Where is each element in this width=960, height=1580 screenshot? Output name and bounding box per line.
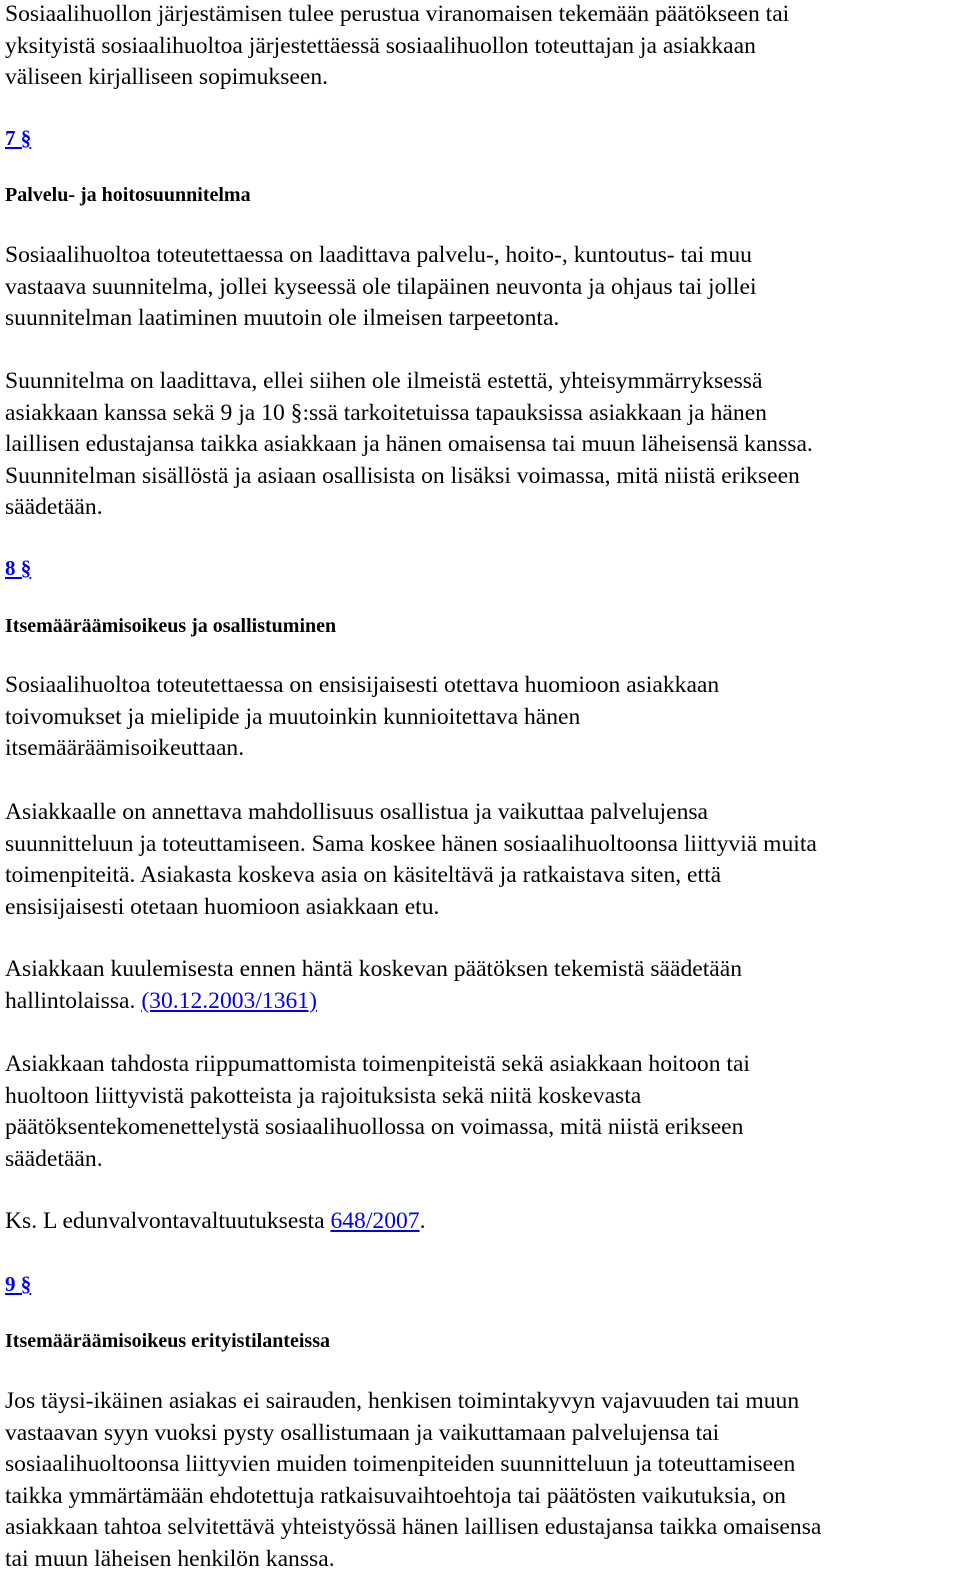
section-8-paragraph-1 <box>5 670 719 765</box>
text-line: taikka ymmärtämään ehdotettuja ratkaisuvaihtoehtoja tai päätösten vaikutuksia, on <box>5 1482 786 1509</box>
text-line: väliseen kirjalliseen sopimukseen. <box>5 64 329 90</box>
section-9-link[interactable]: 9 § <box>5 1272 32 1296</box>
text-line: Suunnitelma on laadittava, ellei siihen ole ilmeistä estettä, yhteisymmärryksessä <box>5 368 763 394</box>
text-line: Sosiaalihuollon järjestämisen tulee perustua viranomaisen tekemään päätökseen tai <box>5 1 790 27</box>
section-8-title: Itsemääräämisoikeus ja osallistuminen <box>5 615 337 637</box>
text-line: Asiakkaalle on annettava mahdollisuus osallistua ja vaikuttaa palvelujensa <box>5 799 709 825</box>
section-9-paragraph-1 <box>5 1386 821 1575</box>
text-line: tai muun läheisen henkilön kanssa. <box>5 1545 335 1572</box>
text-line: laillisen edustajansa taikka asiakkaan ja hänen omaisensa tai muun läheisensä kanssa. <box>5 431 813 457</box>
section-7-link[interactable]: 7 § <box>5 126 32 150</box>
text-line: toimenpiteitä. Asiakasta koskeva asia on käsiteltävä ja ratkaistava siten, että <box>5 862 722 888</box>
text-line: sosiaalihuoltoonsa liittyvien muiden toimenpiteiden suunnitteluun ja toteuttamiseen <box>5 1451 796 1477</box>
see-also-paragraph <box>5 1206 426 1238</box>
section-8-paragraph-4 <box>5 1049 750 1175</box>
text-segment: hallintolaissa. <box>5 987 142 1014</box>
section-8-paragraph-3 <box>5 954 742 1017</box>
text-segment: . <box>419 1208 426 1234</box>
text-line: suunnitelman laatiminen muutoin ole ilmeisen tarpeetonta. <box>5 305 560 331</box>
text-line: Suunnitelman sisällöstä ja asiaan osallisista on lisäksi voimassa, mitä niistä erikseen <box>5 462 800 489</box>
text-line <box>5 986 742 1018</box>
section-7-paragraph-2 <box>5 366 813 524</box>
text-line: suunnitteluun ja toteuttamiseen. Sama koskee hänen sosiaalihuoltoonsa liittyviä muita <box>5 830 817 857</box>
law-reference-link[interactable]: 648/2007 <box>330 1208 420 1234</box>
text-line: asiakkaan kanssa sekä 9 ja 10 §:ssä tarkoitetuissa tapauksissa asiakkaan ja hänen <box>5 399 767 426</box>
text-line: itsemääräämisoikeuttaan. <box>5 735 245 761</box>
text-line: Sosiaalihuoltoa toteutettaessa on ensisijaisesti otettava huomioon asiakkaan <box>5 672 720 698</box>
intro-paragraph <box>5 0 789 94</box>
text-line: säädetään. <box>5 1145 103 1172</box>
text-line: asiakkaan tahtoa selvitettävä yhteistyössä hänen laillisen edustajansa taikka omaisensa <box>5 1514 822 1540</box>
section-8-paragraph-2 <box>5 797 817 923</box>
text-segment: Ks. L edunvalvontavaltuutuksesta <box>5 1208 331 1234</box>
text-line: Sosiaalihuoltoa toteutettaessa on laadittava palvelu-, hoito-, kuntoutus- tai muu <box>5 242 752 268</box>
text-line: vastaava suunnitelma, jollei kyseessä ole tilapäinen neuvonta ja ohjaus tai jollei <box>5 273 757 300</box>
section-7-title: Palvelu- ja hoitosuunnitelma <box>5 184 251 206</box>
text-line: Asiakkaan kuulemisesta ennen häntä koskevan päätöksen tekemistä säädetään <box>5 956 743 982</box>
text-line: päätöksentekomenettelystä sosiaalihuollossa on voimassa, mitä niistä erikseen <box>5 1114 744 1140</box>
section-7-paragraph-1 <box>5 240 757 335</box>
text-line: ensisijaisesti otetaan huomioon asiakkaan etu. <box>5 893 440 920</box>
text-line: yksityistä sosiaalihuoltoa järjestettäessä sosiaalihuollon toteuttajan ja asiakkaan <box>5 32 756 59</box>
text-line: Asiakkaan tahdosta riippumattomista toimenpiteistä sekä asiakkaan hoitoon tai <box>5 1051 750 1077</box>
text-line: Jos täysi-ikäinen asiakas ei sairauden, henkisen toimintakyvyn vajavuuden tai muun <box>5 1388 800 1414</box>
text-line: huoltoon liittyvistä pakotteista ja rajoituksista sekä niitä koskevasta <box>5 1082 642 1109</box>
section-8-link[interactable]: 8 § <box>5 556 32 580</box>
text-line <box>5 1206 426 1238</box>
section-9-title: Itsemääräämisoikeus erityistilanteissa <box>5 1330 330 1352</box>
text-line: vastaavan syyn vuoksi pysty osallistumaan ja vaikuttamaan palvelujensa tai <box>5 1419 720 1446</box>
text-line: toivomukset ja mielipide ja muutoinkin kunnioitettava hänen <box>5 703 581 730</box>
amendment-link[interactable]: (30.12.2003/1361) <box>141 987 317 1014</box>
text-line: säädetään. <box>5 494 103 520</box>
